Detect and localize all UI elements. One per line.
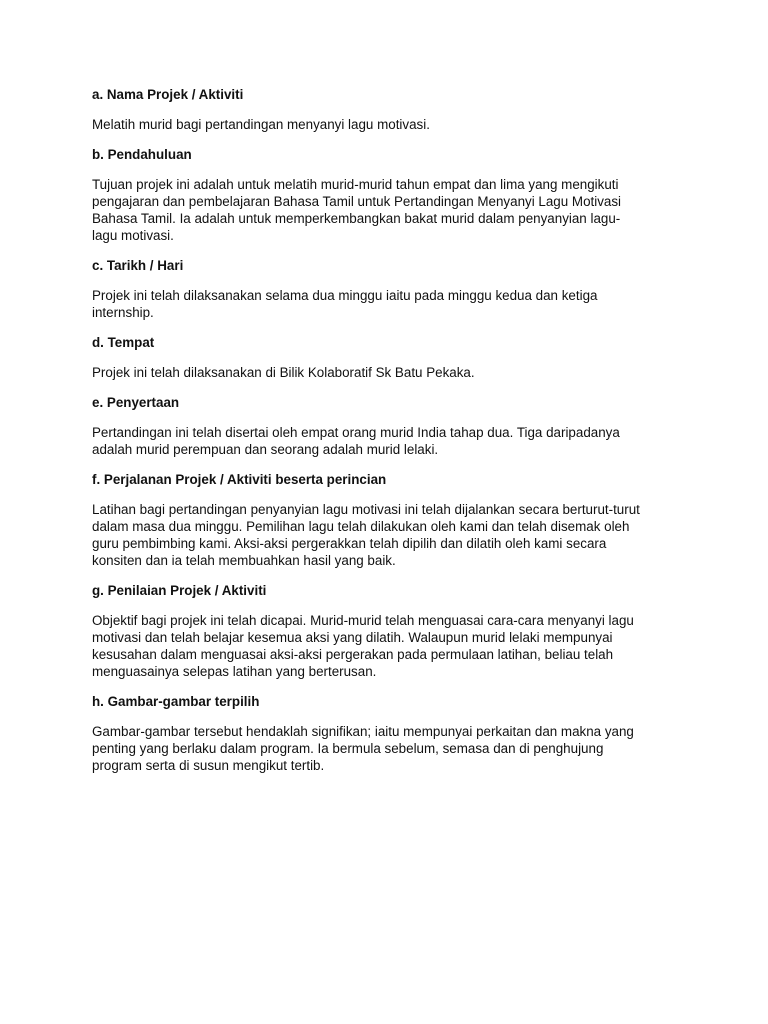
- section-body: [92, 116, 692, 133]
- section-tempat: [92, 334, 692, 381]
- body-line: Projek ini telah dilaksanakan selama dua minggu iaitu pada minggu kedua dan ketiga: [92, 288, 598, 303]
- body-line: Projek ini telah dilaksanakan di Bilik Kolaboratif Sk Batu Pekaka.: [92, 365, 475, 380]
- section-heading: c. Tarikh / Hari: [92, 258, 184, 273]
- body-line: pengajaran dan pembelajaran Bahasa Tamil untuk Pertandingan Menyanyi Lagu Motivasi: [92, 194, 622, 209]
- section-heading: h. Gambar-gambar terpilih: [92, 694, 260, 709]
- body-line: guru pembimbing kami. Aksi-aksi pergerakkan telah dipilih dan dilatih oleh kami secara: [92, 536, 607, 551]
- document-page: [92, 86, 692, 774]
- section-body: [92, 287, 692, 321]
- body-line: Tujuan projek ini adalah untuk melatih murid-murid tahun empat dan lima yang mengikuti: [92, 177, 619, 192]
- section-body: [92, 364, 692, 381]
- body-line: adalah murid perempuan dan seorang adalah murid lelaki.: [92, 442, 439, 457]
- section-penyertaan: [92, 394, 692, 458]
- body-line: program serta di susun mengikut tertib.: [92, 758, 325, 773]
- section-heading: b. Pendahuluan: [92, 147, 192, 162]
- section-body: [92, 176, 692, 244]
- section-body: [92, 723, 692, 774]
- section-penilaian-projek: [92, 582, 692, 680]
- body-line: Pertandingan ini telah disertai oleh empat orang murid India tahap dua. Tiga daripadanya: [92, 425, 620, 440]
- section-heading: f. Perjalanan Projek / Aktiviti beserta perincian: [92, 472, 387, 487]
- section-heading: g. Penilaian Projek / Aktiviti: [92, 583, 267, 598]
- section-pendahuluan: [92, 146, 692, 244]
- body-line: lagu motivasi.: [92, 228, 174, 243]
- body-line: Melatih murid bagi pertandingan menyanyi lagu motivasi.: [92, 117, 430, 132]
- body-line: motivasi dan telah belajar kesemua aksi yang dilatih. Walaupun murid lelaki mempunyai: [92, 630, 613, 645]
- body-line: kesusahan dalam menguasai aksi-aksi pergerakan pada permulaan latihan, beliau telah: [92, 647, 614, 662]
- section-tarikh-hari: [92, 257, 692, 321]
- body-line: dalam masa dua minggu. Pemilihan lagu telah dilakukan oleh kami dan telah disemak oleh: [92, 519, 630, 534]
- section-body: [92, 501, 692, 569]
- section-heading: d. Tempat: [92, 335, 155, 350]
- body-line: Objektif bagi projek ini telah dicapai. Murid-murid telah menguasai cara-cara menyanyi lagu: [92, 613, 634, 628]
- section-heading: e. Penyertaan: [92, 395, 180, 410]
- section-body: [92, 612, 692, 680]
- body-line: menguasainya selepas latihan yang berterusan.: [92, 664, 377, 679]
- section-nama-projek: [92, 86, 692, 133]
- body-line: Bahasa Tamil. Ia adalah untuk memperkembangkan bakat murid dalam penyanyian lagu-: [92, 211, 621, 226]
- body-line: internship.: [92, 305, 154, 320]
- body-line: Gambar-gambar tersebut hendaklah signifikan; iaitu mempunyai perkaitan dan makna yang: [92, 724, 634, 739]
- body-line: konsiten dan ia telah membuahkan hasil yang baik.: [92, 553, 396, 568]
- section-heading: a. Nama Projek / Aktiviti: [92, 87, 244, 102]
- body-line: Latihan bagi pertandingan penyanyian lagu motivasi ini telah dijalankan secara berturut-turut: [92, 502, 640, 517]
- body-line: penting yang berlaku dalam program. Ia bermula sebelum, semasa dan di penghujung: [92, 741, 604, 756]
- section-body: [92, 424, 692, 458]
- section-perjalanan-projek: [92, 471, 692, 569]
- section-gambar-terpilih: [92, 693, 692, 774]
